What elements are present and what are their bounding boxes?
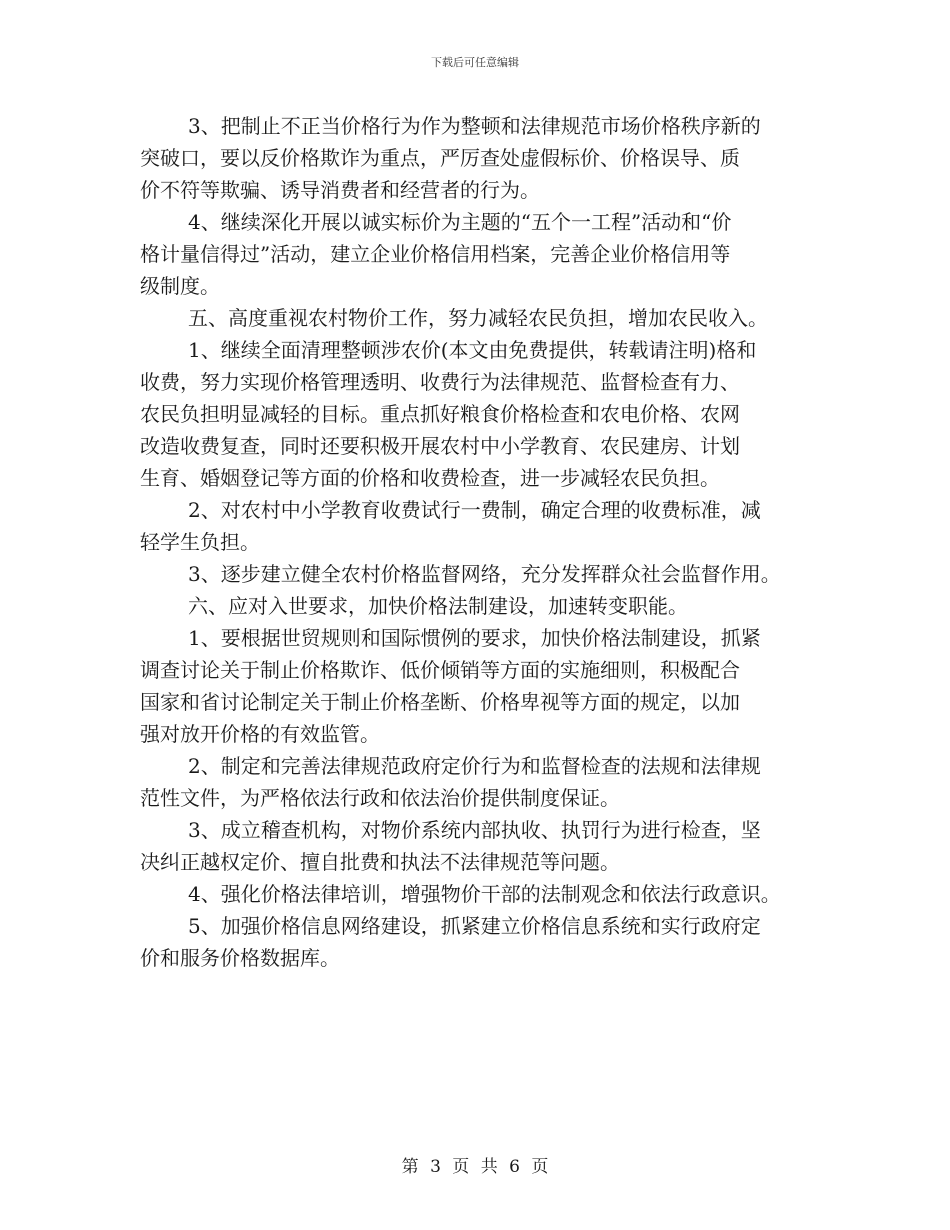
paragraph-line: 强对放开价格的有效监管。 <box>140 722 380 746</box>
paragraph <box>140 750 830 814</box>
paragraph-line: 级制度。 <box>140 274 220 298</box>
document-body <box>140 110 830 974</box>
paragraph-line: 生育、婚姻登记等方面的价格和收费检查，进一步减轻农民负担。 <box>140 466 720 490</box>
paragraph <box>140 558 830 590</box>
paragraph <box>140 110 830 206</box>
paragraph-line: 5、加强价格信息网络建设，抓紧建立价格信息系统和实行政府定 <box>188 914 761 938</box>
paragraph <box>140 334 830 494</box>
paragraph <box>140 814 830 878</box>
paragraph-line: 2、制定和完善法律规范政府定价行为和监督检查的法规和法律规 <box>188 754 761 778</box>
paragraph-line: 六、应对入世要求，加快价格法制建设，加速转变职能。 <box>188 594 688 618</box>
paragraph-line: 价和服务价格数据库。 <box>140 946 340 970</box>
paragraph-line: 4、继续深化开展以诚实标价为主题的“五个一工程”活动和“价 <box>188 210 732 234</box>
paragraph-line: 农民负担明显减轻的目标。重点抓好粮食价格检查和农电价格、农网 <box>140 402 740 426</box>
paragraph-line: 1、继续全面清理整顿涉农价(本文由免费提供，转载请注明)格和 <box>188 338 757 362</box>
paragraph-line: 3、逐步建立健全农村价格监督网络，充分发挥群众社会监督作用。 <box>188 562 781 586</box>
paragraph-line: 2、对农村中小学教育收费试行一费制，确定合理的收费标准，减 <box>188 498 761 522</box>
paragraph-line: 收费，努力实现价格管理透明、收费行为法律规范、监督检查有力、 <box>140 370 740 394</box>
paragraph <box>140 910 830 974</box>
paragraph <box>140 302 830 334</box>
paragraph-line: 3、成立稽查机构，对物价系统内部执收、执罚行为进行检查，坚 <box>188 818 761 842</box>
paragraph <box>140 206 830 302</box>
paragraph-line: 格计量信得过”活动，建立企业价格信用档案，完善企业价格信用等 <box>140 242 731 266</box>
paragraph <box>140 622 830 750</box>
paragraph-line: 3、把制止不正当价格行为作为整顿和法律规范市场价格秩序新的 <box>188 114 761 138</box>
paragraph-line: 改造收费复查，同时还要积极开展农村中小学教育、农民建房、计划 <box>140 434 740 458</box>
header-note: 下载后可任意编辑 <box>431 56 519 69</box>
paragraph <box>140 590 830 622</box>
paragraph-line: 1、要根据世贸规则和国际惯例的要求，加快价格法制建设，抓紧 <box>188 626 761 650</box>
paragraph-line: 轻学生负担。 <box>140 530 260 554</box>
paragraph-line: 突破口，要以反价格欺诈为重点，严厉查处虚假标价、价格误导、质 <box>140 146 740 170</box>
paragraph-line: 4、强化价格法律培训，增强物价干部的法制观念和依法行政意识。 <box>188 882 781 906</box>
paragraph-line: 国家和省讨论制定关于制止价格垄断、价格卑视等方面的规定，以加 <box>140 690 740 714</box>
paragraph-line: 调查讨论关于制止价格欺诈、低价倾销等方面的实施细则，积极配合 <box>140 658 740 682</box>
paragraph <box>140 878 830 910</box>
paragraph-line: 决纠正越权定价、擅自批费和执法不法律规范等问题。 <box>140 850 620 874</box>
paragraph <box>140 494 830 558</box>
paragraph-line: 价不符等欺骗、诱导消费者和经营者的行为。 <box>140 178 540 202</box>
page-number: 第 3 页 共 6 页 <box>401 1157 549 1177</box>
paragraph-line: 范性文件，为严格依法行政和依法治价提供制度保证。 <box>140 786 620 810</box>
paragraph-line: 五、高度重视农村物价工作，努力减轻农民负担，增加农民收入。 <box>188 306 768 330</box>
